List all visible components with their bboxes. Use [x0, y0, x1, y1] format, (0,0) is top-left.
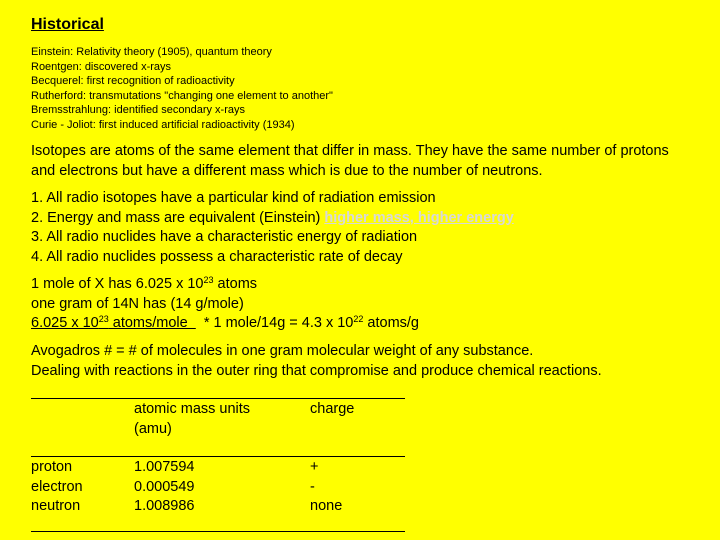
exponent: 23: [203, 275, 214, 285]
principle-item: 3. All radio nuclides have a characteristic energy of radiation: [31, 229, 418, 245]
table-cell-particle: neutron: [31, 498, 81, 514]
mole-text: 1 mole of X has 6.025 x 10: [31, 276, 204, 292]
table-header: [31, 400, 411, 440]
table-cell-mass: 0.000549: [134, 478, 195, 495]
table-rule-bottom: [31, 531, 405, 532]
header-mass-unit: (amu): [134, 420, 172, 437]
avogadro-text: [31, 342, 602, 381]
history-item: Curie - Joliot: first induced artificial radioactivity (1934): [31, 118, 295, 131]
particle-table: [31, 458, 411, 518]
mole-text: * 1 mole/14g = 4.3 x 10: [195, 315, 354, 331]
history-item: Roentgen: discovered x-rays: [31, 60, 172, 73]
principle-text: 2. Energy and mass are equivalent (Einstein): [31, 209, 325, 226]
history-list: [31, 45, 333, 133]
history-item: Einstein: Relativity theory (1905), quantum theory: [31, 46, 272, 58]
principle-item: 4. All radio nuclides possess a characteristic rate of decay: [31, 248, 403, 265]
mole-text: atoms/g: [363, 315, 419, 331]
avogadro-line: Avogadros # = # of molecules in one gram molecular weight of any substance.: [31, 343, 534, 359]
mole-text: atoms/mole: [108, 315, 196, 331]
table-cell-particle: electron: [31, 478, 83, 495]
principle-item: 1. All radio isotopes have a particular kind of radiation emission: [31, 190, 436, 206]
table-rule-top: [31, 398, 405, 399]
mole-text: 6.025 x 10: [31, 315, 99, 331]
header-mass: atomic mass units: [134, 401, 251, 417]
table-rule-mid: [31, 456, 405, 457]
principle-item: [31, 209, 514, 229]
table-cell-charge: none: [310, 498, 343, 514]
history-item: Bremsstrahlung: identified secondary x-rays: [31, 104, 245, 117]
underlined-value: [31, 315, 196, 331]
avogadro-line: Dealing with reactions in the outer ring that compromise and produce chemical reactions.: [31, 362, 602, 379]
history-item: Rutherford: transmutations "changing one element to another": [31, 89, 333, 102]
exponent: 22: [353, 314, 364, 324]
table-cell-charge: -: [310, 478, 315, 495]
principles-list: [31, 189, 514, 267]
mole-calculation: [31, 275, 419, 334]
isotopes-paragraph: Isotopes are atoms of the same element that differ in mass. They have the same number of protons and electrons but have a different mass which is due to the number of neutrons.: [31, 143, 669, 179]
highlight-text: higher mass, higher energy: [324, 209, 514, 226]
table-cell-mass: 1.008986: [134, 498, 195, 514]
mole-line: one gram of 14N has (14 g/mole): [31, 295, 244, 312]
mole-line: [31, 314, 419, 334]
mole-text: atoms: [213, 276, 258, 292]
header-charge: charge: [310, 401, 355, 417]
table-cell-mass: 1.007594: [134, 459, 195, 475]
slide-title: Historical: [31, 16, 104, 33]
table-cell-charge: +: [310, 459, 319, 475]
mole-line: [31, 275, 419, 295]
history-item: Becquerel: first recognition of radioactivity: [31, 75, 235, 88]
table-cell-particle: proton: [31, 459, 73, 475]
exponent: 23: [98, 314, 109, 324]
